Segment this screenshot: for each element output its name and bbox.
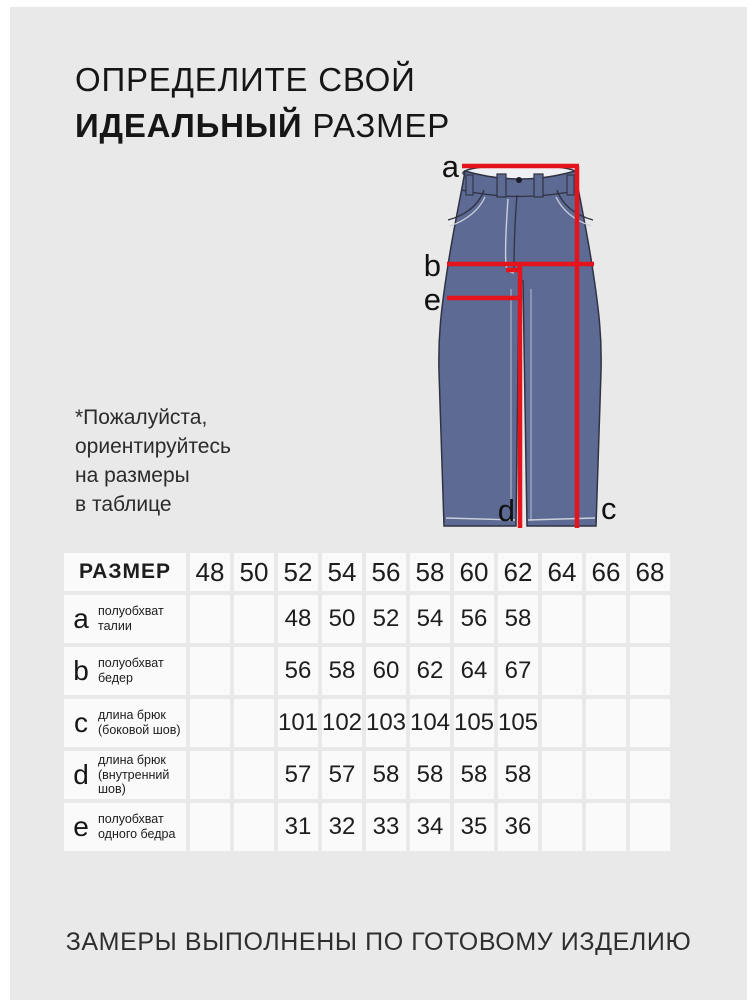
table-value-b-54: 58: [322, 647, 362, 695]
belt-loop: [497, 174, 506, 197]
measure-label-d: d: [497, 493, 515, 528]
title-line-2-bold: ИДЕАЛЬНЫЙ: [75, 107, 303, 144]
note-text: [75, 403, 231, 519]
table-header-size-56: 56: [366, 553, 406, 591]
measure-label-a: a: [441, 149, 459, 184]
table-value-b-50: [234, 647, 274, 695]
table-value-e-64: [542, 803, 582, 851]
belt-loop: [567, 175, 574, 195]
note-line: ориентируйтесь: [75, 435, 231, 458]
table-header-size-58: 58: [410, 553, 450, 591]
table-value-c-66: [586, 699, 626, 747]
table-value-b-60: 64: [454, 647, 494, 695]
row-letter-b: b: [73, 655, 89, 686]
table-value-d-52: 57: [278, 751, 318, 799]
note-line: в таблице: [75, 493, 172, 516]
waist-button: [516, 177, 522, 183]
table-value-b-48: [190, 647, 230, 695]
note-line: на размеры: [75, 464, 190, 487]
table-value-a-50: [234, 595, 274, 643]
table-value-e-60: 35: [454, 803, 494, 851]
table-value-e-48: [190, 803, 230, 851]
table-header-size-68: 68: [630, 553, 670, 591]
measure-label-b: b: [423, 248, 441, 283]
table-value-b-56: 60: [366, 647, 406, 695]
table-value-b-68: [630, 647, 670, 695]
table-value-b-58: 62: [410, 647, 450, 695]
table-value-a-52: 48: [278, 595, 318, 643]
table-header-size-52: 52: [278, 553, 318, 591]
table-value-a-60: 56: [454, 595, 494, 643]
row-label-a: полуобхват талии: [98, 604, 164, 633]
table-header-size-62: 62: [498, 553, 538, 591]
table-value-e-52: 31: [278, 803, 318, 851]
table-value-a-58: 54: [410, 595, 450, 643]
row-letter-a: a: [73, 603, 89, 634]
size-table: [64, 553, 670, 851]
table-value-a-64: [542, 595, 582, 643]
pants-diagram: [393, 145, 648, 540]
page-title: [75, 57, 450, 149]
table-value-a-68: [630, 595, 670, 643]
table-row-head-b: [64, 647, 186, 695]
table-value-b-66: [586, 647, 626, 695]
table-row-head-a: [64, 595, 186, 643]
table-value-c-48: [190, 699, 230, 747]
table-value-d-48: [190, 751, 230, 799]
table-value-d-66: [586, 751, 626, 799]
row-label-b: полуобхват бедер: [98, 656, 164, 685]
table-row-head-c: [64, 699, 186, 747]
table-header-size-48: 48: [190, 553, 230, 591]
table-value-d-60: 58: [454, 751, 494, 799]
table-value-e-68: [630, 803, 670, 851]
table-value-a-56: 52: [366, 595, 406, 643]
table-value-a-62: 58: [498, 595, 538, 643]
table-value-a-54: 50: [322, 595, 362, 643]
row-letter-c: c: [74, 707, 88, 738]
content-canvas: [10, 7, 747, 1000]
belt-loop: [534, 174, 543, 197]
table-value-c-52: 101: [278, 699, 318, 747]
table-value-e-54: 32: [322, 803, 362, 851]
table-value-d-68: [630, 751, 670, 799]
table-header-size-64: 64: [542, 553, 582, 591]
note-line: *Пожалуйста,: [75, 406, 208, 429]
measure-label-c: c: [601, 491, 617, 526]
table-value-c-56: 103: [366, 699, 406, 747]
table-value-b-64: [542, 647, 582, 695]
table-value-e-50: [234, 803, 274, 851]
row-label-c: длина брюк (боковой шов): [98, 708, 181, 737]
table-row-head-e: [64, 803, 186, 851]
table-header-size-label: РАЗМЕР: [64, 553, 186, 591]
table-value-e-66: [586, 803, 626, 851]
footer-note: ЗАМЕРЫ ВЫПОЛНЕНЫ ПО ГОТОВОМУ ИЗДЕЛИЮ: [65, 928, 692, 956]
table-value-d-54: 57: [322, 751, 362, 799]
title-line-2-regular: РАЗМЕР: [302, 107, 451, 144]
table-value-a-48: [190, 595, 230, 643]
measure-label-e: e: [423, 282, 441, 317]
table-header-size-60: 60: [454, 553, 494, 591]
table-value-d-64: [542, 751, 582, 799]
title-line-2: [75, 103, 450, 149]
table-value-c-68: [630, 699, 670, 747]
table-value-c-62: 105: [498, 699, 538, 747]
belt-loop: [466, 175, 473, 195]
row-letter-d: d: [73, 759, 89, 790]
table-value-c-54: 102: [322, 699, 362, 747]
table-value-e-58: 34: [410, 803, 450, 851]
table-value-d-58: 58: [410, 751, 450, 799]
table-value-b-52: 56: [278, 647, 318, 695]
row-letter-e: e: [73, 811, 89, 842]
row-label-d: длина брюк (внутренний шов): [98, 752, 170, 797]
table-value-d-62: 58: [498, 751, 538, 799]
table-header-size-50: 50: [234, 553, 274, 591]
table-header-size-54: 54: [322, 553, 362, 591]
table-value-e-62: 36: [498, 803, 538, 851]
table-row-head-d: [64, 751, 186, 799]
table-value-c-58: 104: [410, 699, 450, 747]
table-value-d-56: 58: [366, 751, 406, 799]
table-value-c-60: 105: [454, 699, 494, 747]
table-value-a-66: [586, 595, 626, 643]
table-value-b-62: 67: [498, 647, 538, 695]
row-label-e: полуобхват одного бедра: [98, 812, 176, 841]
table-value-c-64: [542, 699, 582, 747]
table-value-d-50: [234, 751, 274, 799]
table-header-size-66: 66: [586, 553, 626, 591]
title-line-1: ОПРЕДЕЛИТЕ СВОЙ: [75, 61, 416, 98]
table-value-c-50: [234, 699, 274, 747]
table-value-e-56: 33: [366, 803, 406, 851]
